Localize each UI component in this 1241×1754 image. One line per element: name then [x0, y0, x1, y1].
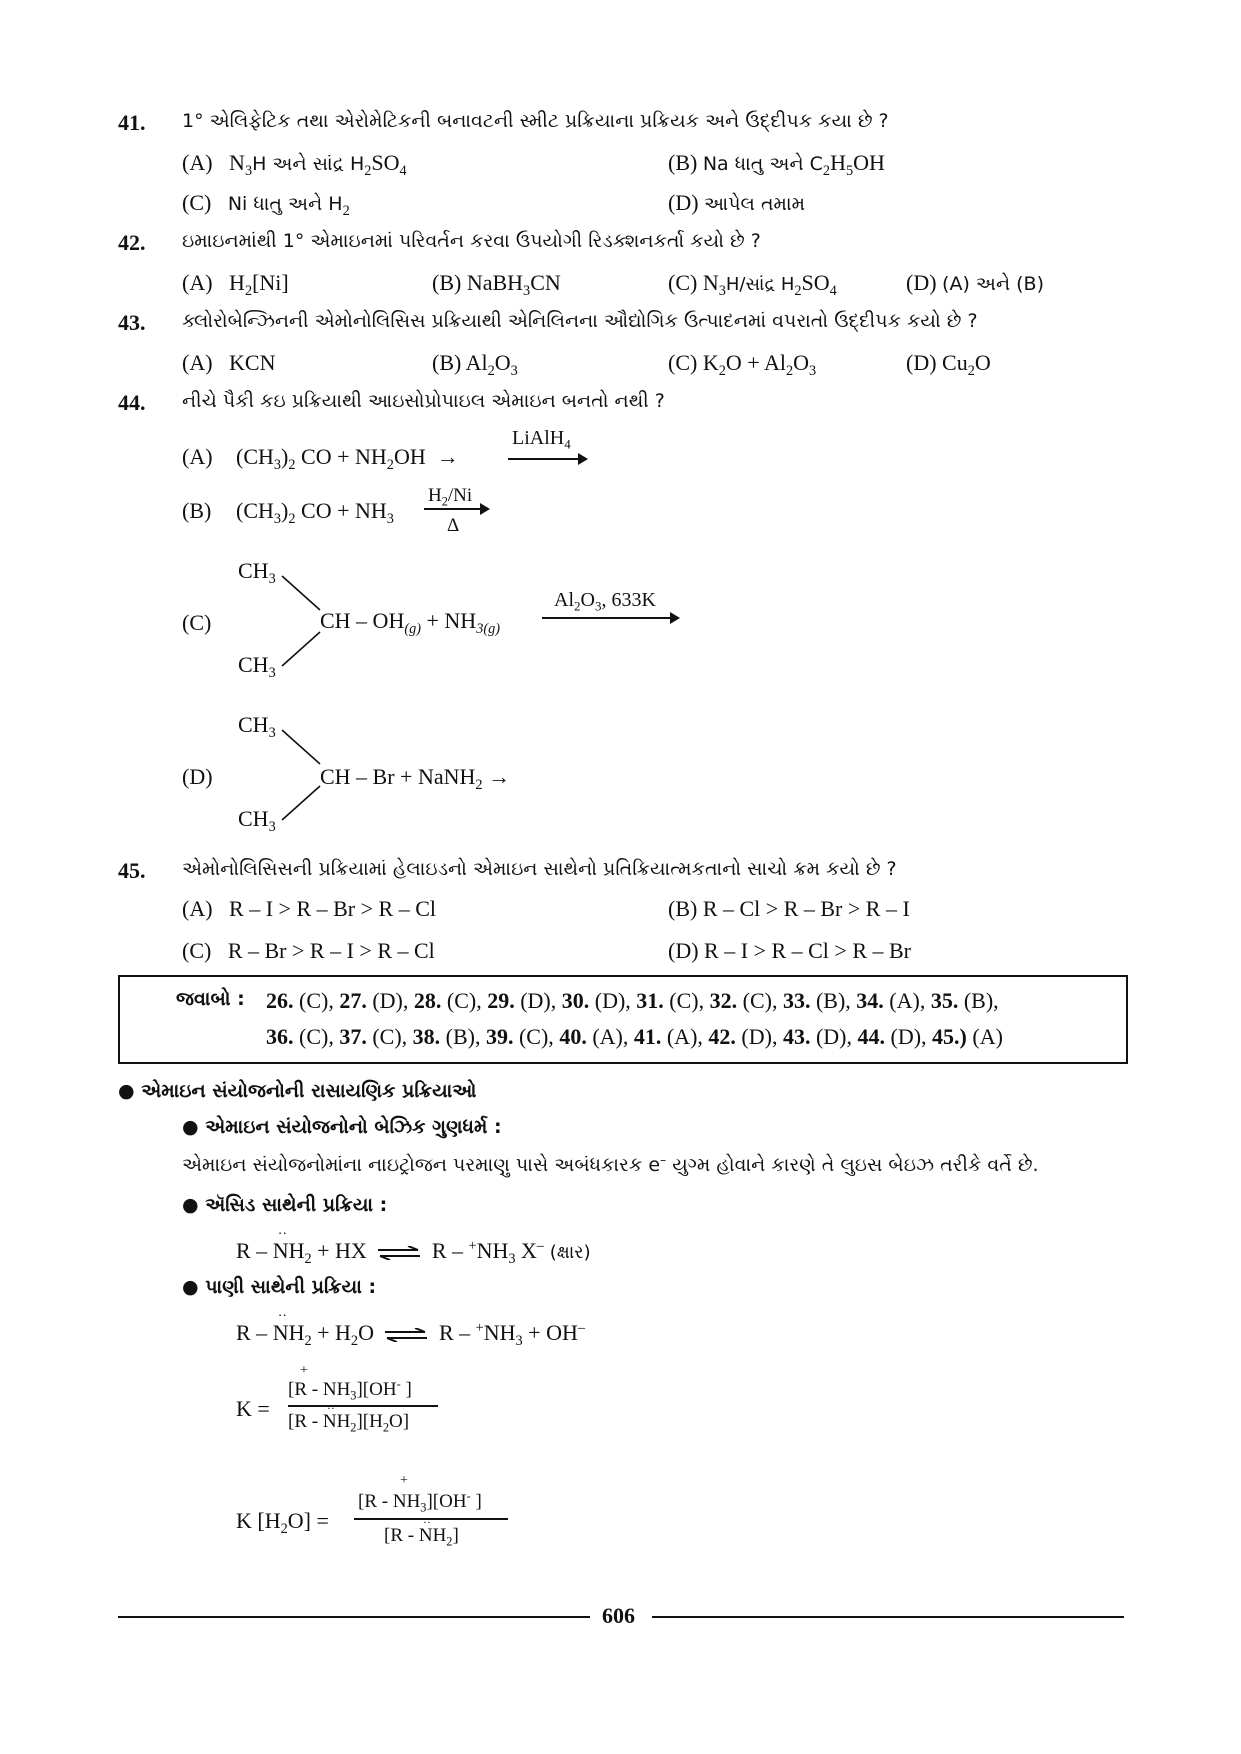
option-b-label: (B): [182, 498, 212, 523]
option-a: (A) $H_2[Ni]$: [182, 270, 289, 299]
answer-number: 30.: [561, 988, 590, 1013]
answer-key-line-1: [266, 990, 999, 1012]
reaction-b: $(CH_3)_2$ CO + $NH_3$: [236, 498, 394, 527]
reagent-b-bottom: Δ: [447, 515, 460, 536]
kh-numerator: $[R - NH_3][OH^-$ ]: [358, 1489, 482, 1515]
option-b: (B) NaBH$_3$CN: [432, 270, 561, 299]
answer-number: 38.: [412, 1024, 441, 1049]
option-c-label: (C): [182, 610, 212, 635]
option-d: (D) R – I > R – Cl > R – Br: [668, 938, 911, 963]
section-heading: ● એમાઇન સંયોજનોની રાસાયણિક પ્રક્રિયાઓ: [118, 1080, 477, 1102]
reagent-b-top: $H_2/Ni$: [428, 485, 473, 509]
question-text: ક્લોરોબેન્ઝિનની એમોનોલિસિસ પ્રક્રિયાથી એનિલિનના ઔદ્યોગિક ઉત્પાદનમાં વપરાતો ઉદ્દીપક કયો છે ?: [182, 310, 978, 332]
reaction-arrow: [424, 508, 488, 510]
option-d: (D) (A) અને (B): [906, 270, 1045, 295]
answer-option: (A),: [661, 1024, 709, 1049]
option-c: (C) $N_3H/સાંદ્ર$ $H_2SO_4$: [668, 270, 837, 299]
methyl-group: $CH_3$: [238, 806, 276, 835]
fraction-bar: [288, 1405, 438, 1407]
answer-option: (A),: [883, 988, 931, 1013]
equilibrium-arrow: [378, 1246, 420, 1260]
answer-number: 45.): [932, 1024, 967, 1049]
answer-option: (C),: [513, 1024, 560, 1049]
option-c: (C) R – Br > R – I > R – Cl: [182, 938, 435, 963]
answer-option: (B),: [810, 988, 857, 1013]
answer-option: (C),: [441, 988, 488, 1013]
answer-number: 37.: [339, 1024, 367, 1049]
question-number: 42.: [118, 230, 146, 255]
reagent-c: $Al_2O_3$, 633K: [554, 589, 656, 614]
answer-option: (A),: [586, 1024, 634, 1049]
paragraph: એમાઇન સંયોજનોમાંના નાઇટ્રોજન પરમાણુ પાસે અબંધકારક e– યુગ્મ હોવાને કારણે તે લુઇસ બેઇઝ તરીકે વર્તે છે.: [182, 1153, 1039, 1176]
answer-number: 35.: [930, 988, 959, 1013]
option-b: (B) Na ધાતુ અને $C_2H_5OH$: [668, 150, 885, 179]
page-number: 606: [602, 1603, 635, 1628]
reaction-d: CH – Br + NaNH$_2$ →: [320, 764, 511, 793]
subsection-heading: ● એમાઇન સંયોજનોનો બેઝિક ગુણધર્મ :: [182, 1116, 502, 1138]
answer-number: 26.: [266, 988, 294, 1013]
k-numerator: $[R - NH_3][OH^-$ ]: [288, 1377, 412, 1403]
reagent-a: LiAlH$_4$: [512, 427, 571, 452]
plus-charge: +: [400, 1473, 408, 1488]
answer-option: (C),: [293, 988, 340, 1013]
answer-number: 43.: [782, 1024, 811, 1049]
answer-number: 31.: [636, 988, 664, 1013]
answer-number: 39.: [485, 1024, 514, 1049]
answer-option: (D),: [885, 1024, 933, 1049]
bond-lines: [280, 724, 322, 824]
answer-option: (C),: [366, 1024, 413, 1049]
question-number: 43.: [118, 310, 146, 335]
equilibrium-arrow: [385, 1328, 427, 1342]
answer-key-label: જવાબો :: [176, 988, 245, 1010]
answer-option: (D),: [366, 988, 414, 1013]
option-a: (A) R – I > R – Br > R – Cl: [182, 896, 436, 921]
reaction-c: CH – $OH_{(g)} + NH_{3(g)}$: [320, 608, 501, 637]
plus-charge: +: [300, 1363, 308, 1378]
reaction-arrow: [542, 617, 678, 619]
option-a: (A) $N_3H$ અને સાંદ્ર $H_2SO_4$: [182, 150, 407, 179]
kh-denominator: [R - N ·· $H_2$]: [384, 1515, 459, 1549]
answer-option: (C),: [663, 988, 710, 1013]
option-b: (B) $Al_2O_3$: [432, 350, 518, 379]
answer-number: 33.: [782, 988, 811, 1013]
answer-option: (B),: [958, 988, 999, 1013]
option-c: (C) $K_2O + Al_2O_3$: [668, 350, 817, 379]
question-number: 41.: [118, 110, 146, 135]
question-number: 45.: [118, 858, 146, 883]
option-b: (B) R – Cl > R – Br > R – I: [668, 896, 910, 921]
answer-key-line-2: [266, 1026, 1003, 1048]
option-a-label: (A): [182, 444, 213, 469]
answer-number: 32.: [709, 988, 738, 1013]
answer-option: (D),: [810, 1024, 858, 1049]
answer-number: 41.: [633, 1024, 662, 1049]
question-text: એમોનોલિસિસની પ્રક્રિયામાં હેલાઇડનો એમાઇન સાથેનો પ્રતિક્રિયાત્મકતાનો સાચો ક્રમ કયો છે ?: [182, 858, 897, 880]
bond-lines: [280, 570, 322, 670]
equation-acid: R – N ·· $H_2$ + HX R – $^+NH_3$ X– (ક્ષાર): [236, 1227, 591, 1267]
answer-option: (C),: [293, 1024, 340, 1049]
answer-number: 42.: [708, 1024, 736, 1049]
answer-option: (C),: [737, 988, 783, 1013]
answer-option: (D),: [735, 1024, 783, 1049]
answer-number: 36.: [266, 1024, 294, 1049]
methyl-group: $CH_3$: [238, 558, 276, 587]
answer-option: (A): [966, 1024, 1003, 1049]
option-d-label: (D): [182, 764, 213, 789]
reaction-a: $(CH_3)_2$ CO + $NH_2OH$ →: [236, 444, 459, 473]
subsection-heading: ● પાણી સાથેની પ્રક્રિયા :: [182, 1276, 377, 1298]
fraction-bar: [354, 1518, 508, 1520]
subsection-heading: ● ઍસિડ સાથેની પ્રક્રિયા :: [182, 1194, 388, 1216]
footer-rule-right: [652, 1616, 1124, 1618]
methyl-group: $CH_3$: [238, 652, 276, 681]
reaction-arrow: [508, 458, 586, 460]
answer-number: 29.: [487, 988, 515, 1013]
question-text: 1° એલિફેટિક તથા એરોમેટિકની બનાવટની સ્મીટ પ્રક્રિયાના પ્રક્રિયક અને ઉદ્દીપક કયા છે ?: [182, 110, 889, 132]
question-text: નીચે પૈકી કઇ પ્રક્રિયાથી આઇસોપ્રોપાઇલ એમાઇન બનતો નથી ?: [182, 390, 665, 412]
equation-water: R – N ·· $H_2 + H_2O$ $R - ^+NH_3 + OH^-$: [236, 1309, 586, 1349]
question-number: 44.: [118, 390, 146, 415]
option-a: (A) KCN: [182, 350, 276, 375]
answer-number: 27.: [339, 988, 367, 1013]
answer-option: (D),: [514, 988, 562, 1013]
methyl-group: $CH_3$: [238, 712, 276, 741]
question-text: ઇમાઇનમાંથી 1° એમાઇનમાં પરિવર્તન કરવા ઉપયોગી રિડક્શનકર્તા કયો છે ?: [182, 230, 761, 252]
answer-option: (D),: [589, 988, 637, 1013]
k-denominator: [R - N ·· $H_2][H_2O]$: [288, 1401, 410, 1435]
answer-option: (B),: [440, 1024, 486, 1049]
answer-number: 28.: [413, 988, 442, 1013]
kh-label: K $[H_2O]$ =: [236, 1508, 329, 1537]
k-label: K =: [236, 1396, 270, 1421]
footer-rule-left: [118, 1616, 590, 1618]
answer-number: 34.: [856, 988, 884, 1013]
option-d: (D) $Cu_2O$: [906, 350, 991, 379]
answer-number: 40.: [559, 1024, 587, 1049]
answer-number: 44.: [857, 1024, 885, 1049]
option-d: (D) આપેલ તમામ: [668, 190, 806, 215]
option-c: (C) Ni ધાતુ અને $H_2$: [182, 190, 350, 219]
